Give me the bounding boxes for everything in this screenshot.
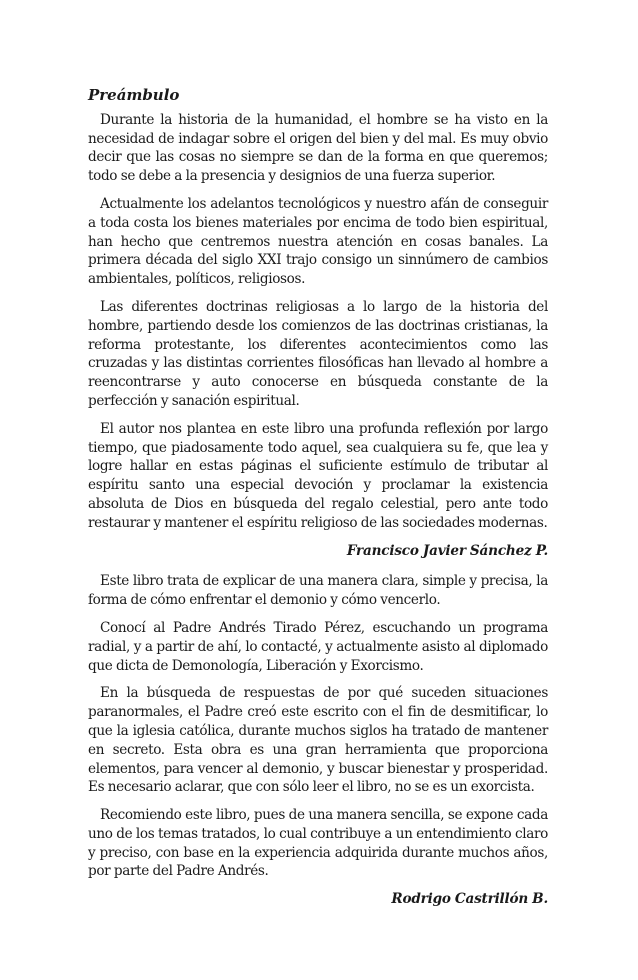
paragraph-5: Este libro trata de explicar de una manera clara, simple y precisa, la forma de cómo enfrentar el demonio y cómo vencerlo.	[88, 573, 548, 609]
paragraph-2: Actualmente los adelantos tecnológicos y nuestro afán de conseguir a toda costa los bienes materiales por encima de todo bien espiritual, han hecho que centremos nuestra atención en cosas banales. La primera década del siglo XXI trajo consigo un sinnúmero de cambios ambientales, políticos, religiosos.	[88, 195, 548, 288]
paragraph-7: En la búsqueda de respuestas de por qué suceden situaciones paranormales, el Padre creó este escrito con el fin de desmitificar, lo que la iglesia católica, durante muchos siglos ha tratado de mantener en secreto. Esta obra es una gran herramienta que proporciona elementos, para vencer al demonio, y buscar bienestar y prosperidad. Es necesario aclarar, que con sólo leer el libro, no se es un exorcista.	[88, 685, 548, 796]
paragraph-4: El autor nos plantea en este libro una profunda reflexión por largo tiempo, que piadosamente todo aquel, sea cualquiera su fe, que lea y logre hallar en estas páginas el suficiente estímulo de tributar al espíritu santo una especial devoción y proclamar la existencia absoluta de Dios en búsqueda del regalo celestial, pero ante todo restaurar y mantener el espíritu religioso de las sociedades modernas.	[88, 420, 548, 531]
paragraph-8: Recomiendo este libro, pues de una manera sencilla, se expone cada uno de los temas tratados, lo cual contribuye a un entendimiento claro y preciso, con base en la experiencia adquirida durante muchos años, por parte del Padre Andrés.	[88, 807, 548, 880]
paragraph-6: Conocí al Padre Andrés Tirado Pérez, escuchando un programa radial, y a partir de ahí, lo contacté, y actualmente asisto al diplomado que dicta de Demonología, Liberación y Exorcismo.	[88, 619, 548, 674]
document-page	[88, 86, 548, 921]
paragraph-3: Las diferentes doctrinas religiosas a lo largo de la historia del hombre, partiendo desde los comienzos de las doctrinas cristianas, la reforma protestante, los diferentes acontecimientos como las cruzadas y las distintas corrientes filosóficas han llevado al hombre a reencontrarse y auto conocerse en búsqueda constante de la perfección y sanación espiritual.	[88, 298, 548, 409]
signature-rodrigo: Rodrigo Castrillón B.	[391, 891, 548, 908]
signature-francisco: Francisco Javier Sánchez P.	[346, 542, 548, 559]
paragraph-1: Durante la historia de la humanidad, el hombre se ha visto en la necesidad de indagar sobre el origen del bien y del mal. Es muy obvio decir que las cosas no siempre se dan de la forma en que queremos; todo se debe a la presencia y designios de una fuerza superior.	[88, 111, 548, 185]
section-heading: Preámbulo	[88, 86, 180, 104]
